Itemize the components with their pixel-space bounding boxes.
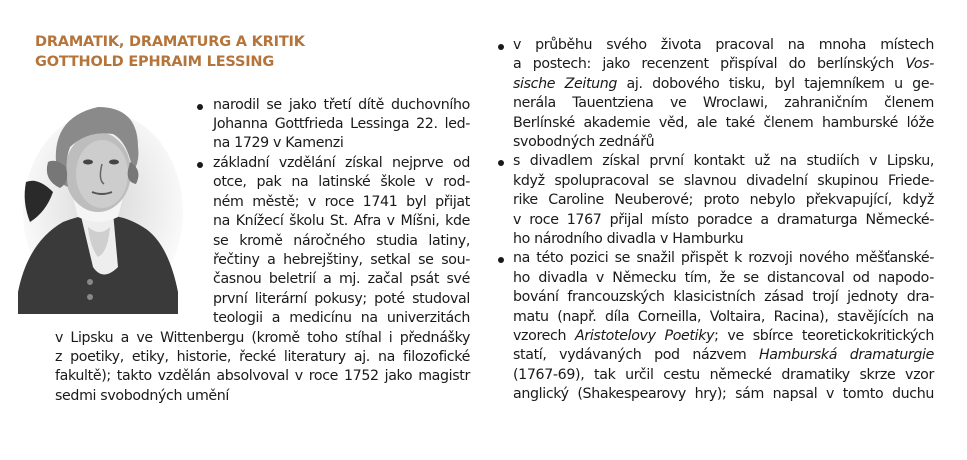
right-b3-line-6 (513, 346, 934, 365)
left-b1-line-3: na 1729 v Kamenzi (213, 135, 344, 151)
right-b3-line-1: na této pozici se snažil přispět k rozvoji nového měšťanské- (513, 250, 934, 266)
left-b2-line-13: sedmi svobodných umění (55, 388, 230, 404)
right-b3-line-5 (513, 327, 934, 346)
right-b3-line-3: bování francouzských klasicistních zásad trojí jednoty dra- (513, 289, 934, 305)
left-b2-line-1: základní vzdělání získal nejprve od (213, 155, 470, 171)
bullet-marker (498, 160, 504, 166)
left-b2-line-5: se kromě náročného studia latiny, (213, 233, 470, 249)
bullet-marker (197, 104, 203, 110)
title-line-2: GOTTHOLD EPHRAIM LESSING (35, 54, 275, 70)
italic-text: Vos- (905, 56, 934, 72)
left-b1-line-1: narodil se jako třetí dítě duchovního (213, 97, 470, 113)
title-line-1: DRAMATIK, DRAMATURG A KRITIK (35, 34, 305, 50)
text-span: vzorech (513, 328, 575, 344)
bullet-marker (197, 162, 203, 168)
bullet-marker (498, 257, 504, 263)
left-b2-line-2: otce, pak na latinské škole v rod- (213, 174, 470, 190)
right-b3-line-2: ho divadla v Německu tím, že se distancoval od napodo- (513, 270, 934, 286)
right-b1-line-5: Berlínské akademie věd, ale také členem hamburské lóže (513, 115, 934, 131)
text-span: aj. dobového tisku, byl tajemníkem u ge- (617, 76, 934, 92)
left-b2-line-7: časnou beletrií a mj. začal psát své (213, 271, 470, 287)
left-b2-line-9: teologii a medicínu na univerzitách (213, 310, 470, 326)
right-b1-line-3 (513, 75, 934, 94)
italic-text: Aristotelovy Poetiky (575, 328, 715, 344)
right-b3-line-4: matu (např. díla Corneilla, Voltaira, Racina), stavějících na (513, 309, 934, 325)
right-b2-line-1: s divadlem získal první kontakt už na studiích v Lipsku, (513, 153, 934, 169)
italic-text: Hamburská dramaturgie (758, 347, 934, 363)
right-b2-line-2: když spolupracoval se slavnou divadelní skupinou Friede- (513, 173, 934, 189)
right-b1-line-1: v průběhu svého života pracoval na mnoha místech (513, 37, 934, 53)
page-title (35, 32, 305, 72)
left-b2-line-12: fakultě); takto vzdělán absolvoval v roce 1752 jako magistr (55, 368, 470, 384)
left-b2-line-6: řečtiny a hebrejštiny, setkal se sou- (213, 252, 470, 268)
right-b2-line-5: ho národního divadla v Hamburku (513, 231, 744, 247)
left-b1-line-2: Johanna Gottfrieda Lessinga 22. led- (213, 116, 470, 132)
right-b1-line-2 (513, 55, 934, 74)
right-b2-line-3: rike Caroline Neuberové; proto nebylo překvapující, když (513, 192, 934, 208)
right-b1-line-6: svobodných zednářů (513, 134, 655, 150)
left-b2-line-11: z poetiky, etiky, historie, řecké literatury aj. na filozofické (55, 349, 470, 365)
portrait-image (18, 92, 183, 314)
left-b2-line-8: první literární pokusy; poté studoval (213, 291, 470, 307)
left-b2-line-4: na Knížecí školu St. Afra v Míšni, kde (213, 213, 470, 229)
left-b2-line-3: ném městě; v roce 1741 byl přijat (213, 194, 470, 210)
bullet-marker (498, 44, 504, 50)
left-b2-line-10: v Lipsku a ve Wittenbergu (kromě toho stíhal i přednášky (55, 330, 470, 346)
right-b2-line-4: v roce 1767 přijal místo poradce a dramaturga Německé- (513, 212, 934, 228)
right-b3-line-8: anglický (Shakespearovy hry); sám napsal v tomto duchu (513, 386, 934, 402)
right-b1-line-4: nerála Tauentziena ve Wroclawi, zahraničním členem (513, 95, 934, 111)
right-b3-line-7: (1767-69), tak určil cestu německé dramatiky skrze vzor (513, 367, 934, 383)
text-span: statí, vydávaných pod názvem (513, 347, 759, 363)
text-span: ; ve sbírce teoretickokritických (714, 328, 934, 344)
text-span: a postech: jako recenzent přispíval do berlínských (513, 56, 906, 72)
italic-text: sische Zeitung (513, 76, 618, 92)
